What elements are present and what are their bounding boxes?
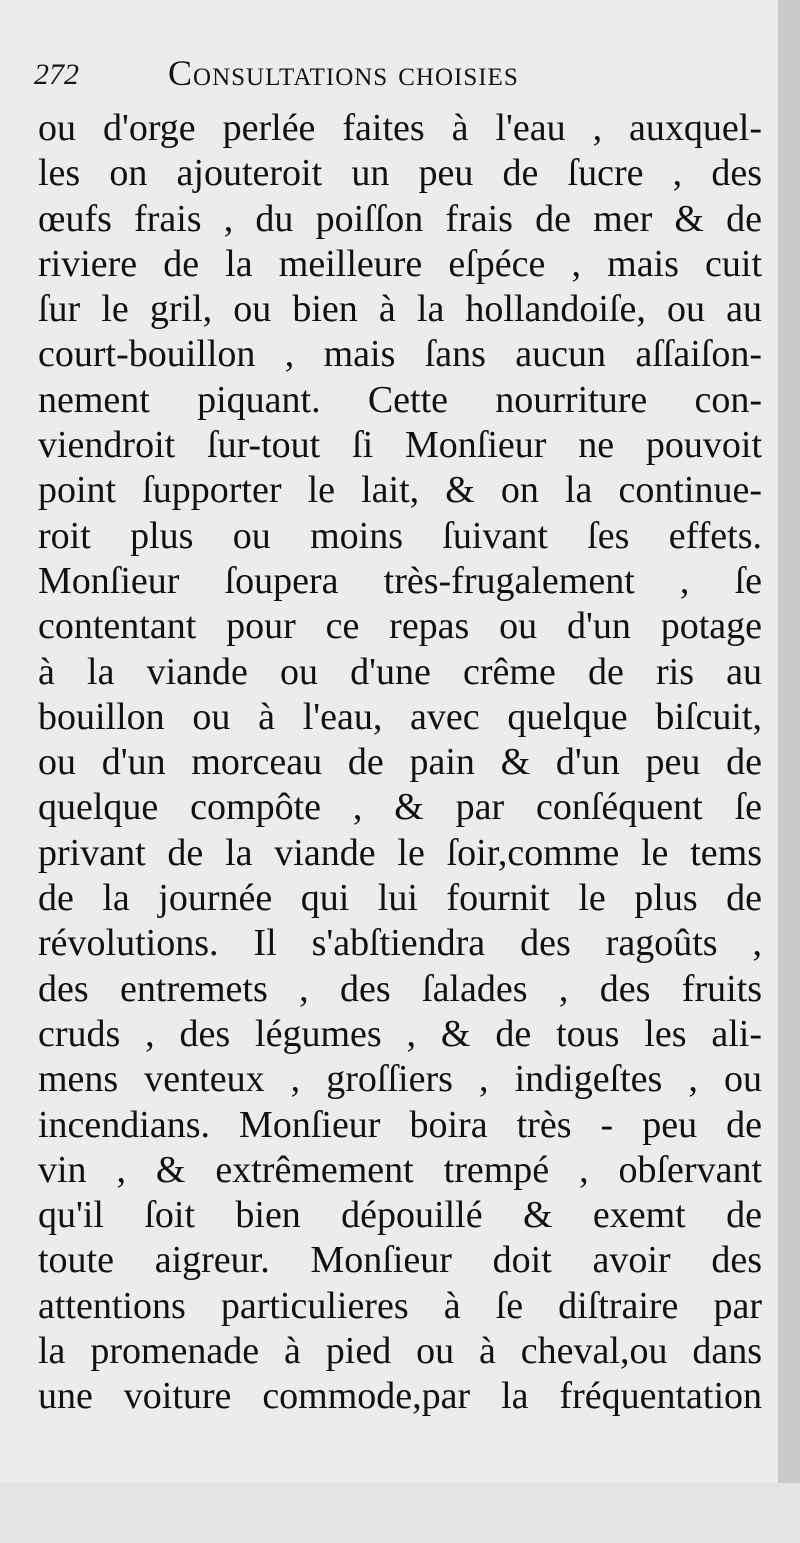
text-line: mens venteux , groſſiers , indigeſtes , ou — [38, 1058, 762, 1101]
bottom-margin — [0, 1483, 800, 1543]
text-line: nement piquant. Cette nourriture con- — [38, 378, 762, 421]
text-line: à la viande ou d'une crême de ris au — [38, 650, 762, 693]
text-line: roit plus ou moins ſuivant ſes effets. — [38, 514, 762, 557]
text-line: révolutions. Il s'abſtiendra des ragoûts , — [38, 922, 762, 965]
text-line: point ſupporter le lait, & on la continue- — [38, 469, 762, 512]
page-number: 272 — [34, 58, 79, 91]
text-line: ou d'orge perlée faites à l'eau , auxquel- — [38, 107, 762, 149]
text-line: une voiture commode,par la fréquentation — [38, 1375, 762, 1418]
text-line: de la journée qui lui fournit le plus de — [38, 877, 762, 920]
text-line: bouillon ou à l'eau, avec quelque biſcuit, — [38, 695, 762, 738]
text-line: qu'il ſoit bien dépouillé & exemt de — [38, 1194, 762, 1237]
text-line: riviere de la meilleure eſpéce , mais cuit — [38, 242, 762, 285]
text-line: vin , & extrêmement trempé , obſervant — [38, 1148, 762, 1191]
text-line: quelque compôte , & par conſéquent ſe — [38, 786, 762, 829]
text-line: incendians. Monſieur boira très - peu de — [38, 1103, 762, 1146]
text-line: Monſieur ſoupera très-frugalement , ſe — [38, 559, 762, 602]
text-line: court-bouillon , mais ſans aucun aſſaiſon- — [38, 333, 762, 376]
text-line: contentant pour ce repas ou d'un potage — [38, 605, 762, 648]
text-line: la promenade à pied ou à cheval,ou dans — [38, 1330, 762, 1373]
page-header — [34, 52, 734, 98]
text-line: ou d'un morceau de pain & d'un peu de — [38, 741, 762, 784]
text-line: les on ajouteroit un peu de ſucre , des — [38, 152, 762, 195]
page-edge-shadow — [778, 0, 800, 1543]
text-line: ſur le gril, ou bien à la hollandoiſe, ou au — [38, 288, 762, 331]
text-line: des entremets , des ſalades , des fruits — [38, 967, 762, 1010]
text-line: attentions particulieres à ſe diſtraire par — [38, 1284, 762, 1327]
text-line: privant de la viande le ſoir,comme le tems — [38, 831, 762, 874]
text-line: toute aigreur. Monſieur doit avoir des — [38, 1239, 762, 1282]
running-title: Consultations choisies — [168, 53, 519, 93]
body-text — [38, 106, 762, 1420]
text-line: viendroit ſur-tout ſi Monſieur ne pouvoit — [38, 424, 762, 467]
text-line: cruds , des légumes , & de tous les ali- — [38, 1012, 762, 1055]
text-line: œufs frais , du poiſſon frais de mer & de — [38, 197, 762, 240]
